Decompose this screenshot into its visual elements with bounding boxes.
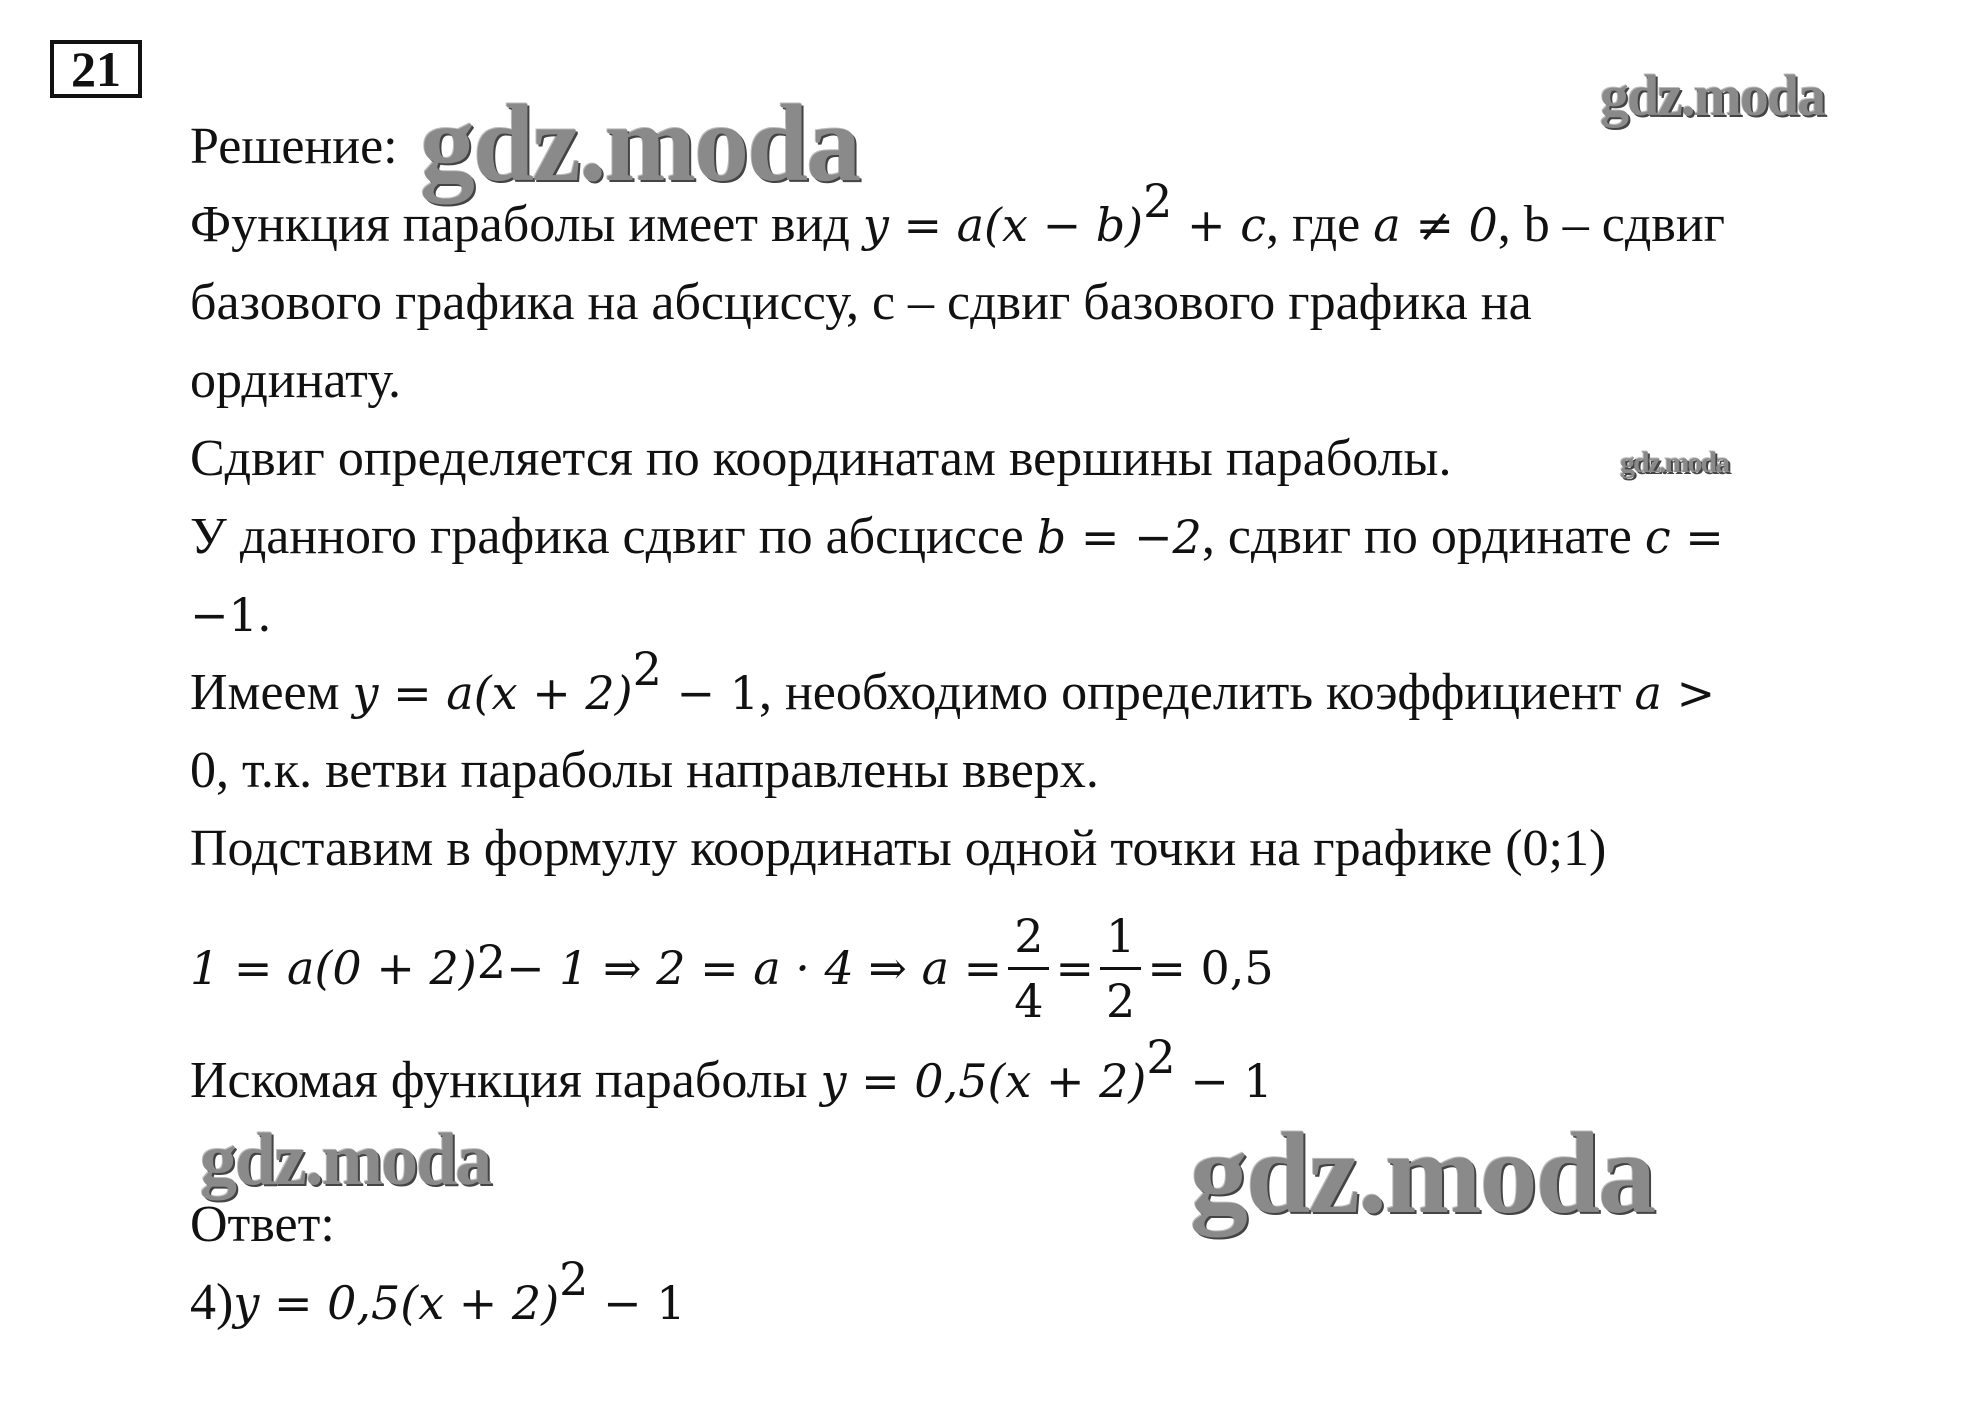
fraction [1008,905,1049,1032]
exponent: 2 [1146,1029,1176,1084]
fraction-numerator: 2 [1008,905,1049,970]
text-span: Функция параболы имеет вид [190,196,863,253]
solution-line-11 [190,1029,1950,1120]
watermark: gdz.moda [420,82,860,204]
answer-label: Ответ: [190,1196,335,1253]
watermark: gdz.moda [200,1119,491,1201]
text-span: , b – сдвиг [1497,196,1725,253]
solution-line-4: Сдвиг определяется по координатам вершины параболы. [190,430,1452,487]
text-span: У данного графика сдвиг по абсциссе [190,508,1037,565]
exponent: 2 [1143,173,1173,228]
formula: a > [1634,666,1716,720]
text-span: , сдвиг по ординате [1201,508,1645,565]
text-span: Искомая функция параболы [190,1052,821,1109]
watermark: gdz.moda [1620,446,1729,479]
formula: 1 = a(0 + 2) [190,941,477,995]
watermark: gdz.moda [1600,63,1825,128]
formula: − 1 [1175,1054,1273,1108]
formula: + c [1172,198,1266,252]
formula: = 0,5 [1147,941,1274,995]
exponent: 2 [632,641,662,696]
solution-line-9: Подставим в формулу координаты одной точки на графике (0;1) [190,820,1607,877]
formula: = [1055,941,1095,995]
problem-number: 21 [50,40,142,98]
formula: −1 [190,588,258,642]
formula: y = 0,5(x + 2) [820,1054,1147,1108]
solution-line-3: ординату. [190,352,401,409]
solution-text [190,108,1950,1342]
formula: y = a(x − b) [862,198,1144,252]
fraction-numerator: 1 [1100,905,1141,970]
answer-line [190,1251,1950,1342]
fraction [1100,905,1141,1032]
answer-prefix: 4) [190,1274,234,1331]
formula: c = [1644,510,1724,564]
formula: y = a(x + 2) [352,666,633,720]
text-span: . [257,586,271,643]
solution-calculation: 1 = a(0 + 2) $^2$ − 1 ⇒ 2 = a · 4 ⇒ a = $\frac{2}{4}$ = $\frac{1}{2}$ = 0,5 [190,894,1950,1042]
watermark: gdz.moda [1190,1110,1655,1238]
formula: a ≠ 0 [1373,198,1498,252]
exponent: 2 [559,1251,589,1306]
formula: b = −2 [1036,510,1202,564]
solution-line-2: базового графика на абсциссу, c – сдвиг базового графика на [190,274,1532,331]
solution-line-8: 0, т.к. ветви параболы направлены вверх. [190,742,1099,799]
solution-line-6 [190,576,1950,654]
fraction-denominator: 2 [1106,973,1136,1028]
formula: y = 0,5(x + 2) [233,1276,560,1330]
formula: − 1 [661,666,759,720]
solution-line-7 [190,641,1950,732]
text-span: , где [1265,196,1374,253]
solution-line-1 [190,173,1950,264]
text-span: , необходимо определить коэффициент [758,664,1635,721]
text-span: Имеем [190,664,353,721]
solution-heading: Решение: [190,118,398,175]
fraction-denominator: 4 [1014,973,1044,1028]
formula: − 1 ⇒ 2 = a · 4 ⇒ a = [505,941,1003,995]
solution-line-5 [190,498,1950,576]
formula: − 1 [588,1276,686,1330]
